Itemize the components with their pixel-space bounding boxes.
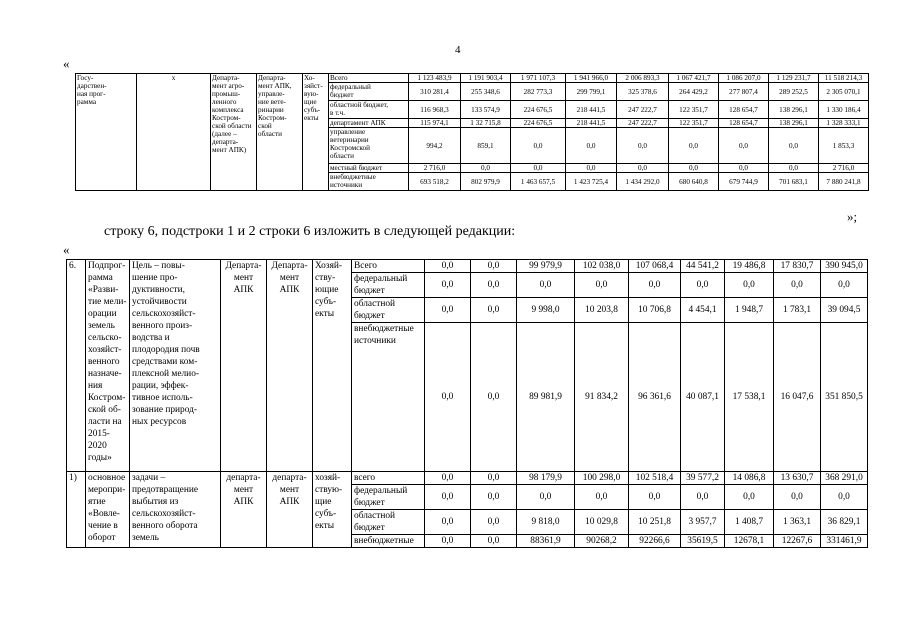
amount-cell: 0,0 [669, 164, 719, 173]
amount-cell: 0,0 [769, 164, 819, 173]
table-row [67, 472, 868, 485]
amount-cell: 331461,9 [821, 535, 868, 548]
amount-cell: 128 654,7 [719, 119, 769, 128]
amount-cell: 89 981,9 [517, 323, 575, 472]
amount-cell: 17 830,7 [774, 260, 821, 273]
amount-cell: 102 038,0 [575, 260, 629, 273]
amount-cell: 122 351,7 [669, 119, 719, 128]
amount-cell: 282 773,3 [511, 83, 566, 101]
amount-cell: 138 296,1 [769, 119, 819, 128]
amendment-instruction: строку 6, подстроки 1 и 2 строки 6 изложить в следующей редакции: [104, 224, 516, 239]
page-number: 4 [455, 44, 461, 56]
funding-source-cell: управление ветеринарии Костромской области [329, 128, 409, 164]
program-name-cell: Госу- дарствен- ная прог- рамма [76, 74, 137, 191]
amount-cell: 0,0 [821, 485, 868, 510]
amount-cell: 0,0 [719, 164, 769, 173]
amount-cell: 0,0 [629, 273, 681, 298]
amount-cell: 2 305 070,1 [819, 83, 869, 101]
amount-cell: 1 330 186,4 [819, 101, 869, 119]
amount-cell: 224 676,5 [511, 119, 566, 128]
amount-cell: 390 945,0 [821, 260, 868, 273]
amount-cell: 10 251,8 [629, 510, 681, 535]
amount-cell: 0,0 [725, 485, 774, 510]
amount-cell: 1 363,1 [774, 510, 821, 535]
measure-goal-cell: задачи – предотвращение выбытия из сельскохозяйст- венного оборота земель [130, 472, 221, 548]
amount-cell: 224 676,5 [511, 101, 566, 119]
amount-cell: 802 979,9 [461, 173, 511, 191]
amount-cell: 99 979,9 [517, 260, 575, 273]
amount-cell: 310 281,4 [409, 83, 461, 101]
subprogram-table [66, 259, 868, 548]
amount-cell: 0,0 [774, 273, 821, 298]
state-program-table [75, 73, 869, 191]
amount-cell: 679 744,9 [719, 173, 769, 191]
amount-cell: 39 094,5 [821, 298, 868, 323]
amount-cell: 299 799,1 [566, 83, 617, 101]
amount-cell: 277 807,4 [719, 83, 769, 101]
measure-name-cell: основное меропри- ятие «Вовле- чение в оборот [86, 472, 130, 548]
amount-cell: 0,0 [681, 485, 725, 510]
amount-cell: 0,0 [461, 164, 511, 173]
amount-cell: 100 298,0 [575, 472, 629, 485]
amount-cell: 0,0 [575, 273, 629, 298]
amount-cell: 0,0 [425, 323, 471, 472]
amount-cell: 96 361,6 [629, 323, 681, 472]
amount-cell: 0,0 [617, 164, 669, 173]
amount-cell: 10 029,8 [575, 510, 629, 535]
amount-cell: 128 654,7 [719, 101, 769, 119]
amount-cell: 0,0 [517, 273, 575, 298]
amount-cell: 0,0 [719, 128, 769, 164]
amount-cell: 115 974,1 [409, 119, 461, 128]
amount-cell: 138 296,1 [769, 101, 819, 119]
funding-source-cell: департамент АПК [329, 119, 409, 128]
amount-cell: 1 783,1 [774, 298, 821, 323]
funding-source-cell: всего [352, 472, 425, 485]
closing-quote: »; [847, 209, 858, 224]
measure-coexecutors-cell: департа- мент АПК [267, 472, 313, 548]
subprogram-responsible-executor-cell: Департа- мент АПК [221, 260, 267, 472]
funding-source-cell: внебюджетные источники [352, 323, 425, 472]
amount-cell: 0,0 [566, 164, 617, 173]
amount-cell: 1 129 231,7 [769, 74, 819, 83]
amount-cell: 0,0 [471, 260, 517, 273]
amount-cell: 7 880 241,8 [819, 173, 869, 191]
amount-cell: 88361,9 [517, 535, 575, 548]
participants-cell: Хо- зяйст- вую- щие субъ- екты [303, 74, 329, 191]
opening-quote-2: « [63, 242, 70, 257]
amount-cell: 247 222,7 [617, 119, 669, 128]
amount-cell: 218 441,5 [566, 119, 617, 128]
amount-cell: 2 716,0 [819, 164, 869, 173]
amount-cell: 0,0 [511, 128, 566, 164]
amount-cell: 133 574,9 [461, 101, 511, 119]
amount-cell: 39 577,2 [681, 472, 725, 485]
amount-cell: 0,0 [425, 485, 471, 510]
amount-cell: 0,0 [769, 128, 819, 164]
amount-cell: 247 222,7 [617, 101, 669, 119]
table-row [76, 74, 869, 83]
amount-cell: 680 640,8 [669, 173, 719, 191]
subprogram-coexecutors-cell: Департа- мент АПК [267, 260, 313, 472]
funding-source-cell: областной бюджет [352, 510, 425, 535]
amount-cell: 1 971 107,3 [511, 74, 566, 83]
amount-cell: 122 351,7 [669, 101, 719, 119]
funding-source-cell: областной бюджет [352, 298, 425, 323]
subprogram-name-cell: Подпрог- рамма «Разви- тие мели- орации земель сельско- хозяйст- венного назначе- ния Костром- ской об- ласти на 2015- 2020 годы» [86, 260, 130, 472]
amount-cell: 11 518 214,3 [819, 74, 869, 83]
amount-cell: 19 486,8 [725, 260, 774, 273]
amount-cell: 35619,5 [681, 535, 725, 548]
amount-cell: 368 291,0 [821, 472, 868, 485]
amount-cell: 0,0 [517, 485, 575, 510]
amount-cell: 264 429,2 [669, 83, 719, 101]
amount-cell: 0,0 [617, 128, 669, 164]
subprogram-participants-cell: Хозяй- ству- ющие субъ- екты [313, 260, 352, 472]
funding-source-cell: Всего [352, 260, 425, 273]
amount-cell: 1 948,7 [725, 298, 774, 323]
amount-cell: 859,1 [461, 128, 511, 164]
amount-cell: 0,0 [629, 485, 681, 510]
amount-cell: 1 408,7 [725, 510, 774, 535]
amount-cell: 1 067 421,7 [669, 74, 719, 83]
amount-cell: 0,0 [471, 298, 517, 323]
amount-cell: 1 191 903,4 [461, 74, 511, 83]
amount-cell: 13 630,7 [774, 472, 821, 485]
funding-source-cell: федеральный бюджет [352, 273, 425, 298]
amount-cell: 289 252,5 [769, 83, 819, 101]
amount-cell: 40 087,1 [681, 323, 725, 472]
funding-source-cell: областной бюджет, в т.ч. [329, 101, 409, 119]
subprogram-goal-cell: Цель – повы- шение про- дуктивности, устойчивости сельскохозяйст- венного произ- водства и плодородия почв средствами ком- плексной мелио- рации, эффек- тивное исполь- зование природ- ных ресурсов [130, 260, 221, 472]
measure-row-number-cell: 1) [67, 472, 86, 548]
amount-cell: 1 328 333,1 [819, 119, 869, 128]
funding-source-cell: внебюджетные [352, 535, 425, 548]
amount-cell: 3 957,7 [681, 510, 725, 535]
amount-cell: 102 518,4 [629, 472, 681, 485]
amount-cell: 1 853,3 [819, 128, 869, 164]
amount-cell: 36 829,1 [821, 510, 868, 535]
amount-cell: 0,0 [725, 273, 774, 298]
amount-cell: 107 068,4 [629, 260, 681, 273]
amount-cell: 701 683,1 [769, 173, 819, 191]
amount-cell: 0,0 [511, 164, 566, 173]
table-row [67, 260, 868, 273]
amount-cell: 0,0 [425, 298, 471, 323]
funding-source-cell: внебюджетные источники [329, 173, 409, 191]
opening-quote: « [63, 56, 70, 71]
amount-cell: 325 378,6 [617, 83, 669, 101]
amount-cell: 2 716,0 [409, 164, 461, 173]
amount-cell: 0,0 [471, 535, 517, 548]
amount-cell: 17 538,1 [725, 323, 774, 472]
amount-cell: 0,0 [425, 535, 471, 548]
amount-cell: 0,0 [425, 273, 471, 298]
coexecutors-cell: Департа- мент АПК, управле- ние вете- ринарии Костром- ской области [257, 74, 303, 191]
amount-cell: 0,0 [575, 485, 629, 510]
amount-cell: 0,0 [681, 273, 725, 298]
amount-cell: 994,2 [409, 128, 461, 164]
amount-cell: 12267,6 [774, 535, 821, 548]
amount-cell: 1 123 483,9 [409, 74, 461, 83]
amount-cell: 4 454,1 [681, 298, 725, 323]
amount-cell: 1 941 966,0 [566, 74, 617, 83]
amount-cell: 1 086 207,0 [719, 74, 769, 83]
amount-cell: 0,0 [471, 273, 517, 298]
program-goal-cell: х [137, 74, 211, 191]
amount-cell: 0,0 [471, 323, 517, 472]
amount-cell: 92266,6 [629, 535, 681, 548]
amount-cell: 44 541,2 [681, 260, 725, 273]
amount-cell: 0,0 [471, 485, 517, 510]
measure-participants-cell: хозяй- ствую- щие субъ- екты [313, 472, 352, 548]
responsible-executor-cell: Департа- мент агро- промыш- ленного комплекса Костром- ской области (далее – департа- мент АПК) [211, 74, 257, 191]
subprogram-row-number-cell: 6. [67, 260, 86, 472]
amount-cell: 0,0 [425, 510, 471, 535]
amount-cell: 255 348,6 [461, 83, 511, 101]
amount-cell: 1 32 715,8 [461, 119, 511, 128]
amount-cell: 2 006 893,3 [617, 74, 669, 83]
amount-cell: 10 203,8 [575, 298, 629, 323]
amount-cell: 0,0 [425, 260, 471, 273]
amount-cell: 1 423 725,4 [566, 173, 617, 191]
amount-cell: 9 998,0 [517, 298, 575, 323]
measure-responsible-executor-cell: департа- мент АПК [221, 472, 267, 548]
amount-cell: 98 179,9 [517, 472, 575, 485]
amount-cell: 0,0 [425, 472, 471, 485]
amount-cell: 9 818,0 [517, 510, 575, 535]
amount-cell: 0,0 [471, 510, 517, 535]
amount-cell: 1 434 292,0 [617, 173, 669, 191]
amount-cell: 116 968,3 [409, 101, 461, 119]
funding-source-cell: федеральный бюджет [352, 485, 425, 510]
amount-cell: 0,0 [566, 128, 617, 164]
amount-cell: 0,0 [669, 128, 719, 164]
funding-source-cell: федеральный бюджет [329, 83, 409, 101]
amount-cell: 0,0 [821, 273, 868, 298]
amount-cell: 14 086,8 [725, 472, 774, 485]
amount-cell: 10 706,8 [629, 298, 681, 323]
amount-cell: 0,0 [471, 472, 517, 485]
amount-cell: 12678,1 [725, 535, 774, 548]
amount-cell: 218 441,5 [566, 101, 617, 119]
amount-cell: 91 834,2 [575, 323, 629, 472]
amount-cell: 351 850,5 [821, 323, 868, 472]
amount-cell: 0,0 [774, 485, 821, 510]
amount-cell: 16 047,6 [774, 323, 821, 472]
amount-cell: 693 518,2 [409, 173, 461, 191]
amount-cell: 1 463 657,5 [511, 173, 566, 191]
amount-cell: 90268,2 [575, 535, 629, 548]
funding-source-cell: Всего [329, 74, 409, 83]
funding-source-cell: местный бюджет [329, 164, 409, 173]
